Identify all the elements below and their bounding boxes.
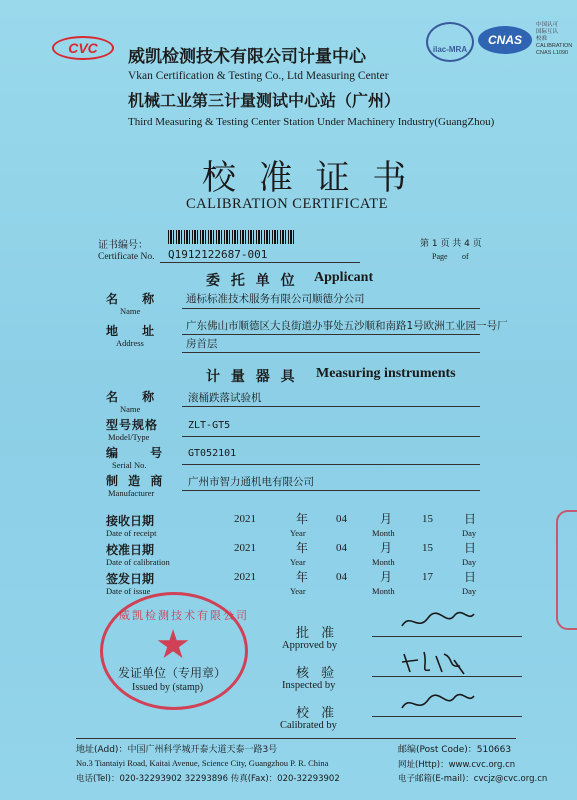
applicant-address-line2: 房首层 bbox=[186, 338, 218, 350]
date-year: 2021 bbox=[234, 513, 256, 525]
model-value: ZLT-GT5 bbox=[188, 420, 231, 431]
applicant-address-label-cn: 地 址 bbox=[106, 324, 165, 338]
divider bbox=[372, 716, 522, 717]
date-year: 2021 bbox=[234, 542, 256, 554]
year-label-cn: 年 bbox=[296, 512, 309, 526]
year-label-cn: 年 bbox=[296, 541, 309, 555]
divider bbox=[182, 352, 480, 353]
cvc-logo-text: CVC bbox=[68, 40, 98, 56]
cnas-note-line: 校准 bbox=[536, 36, 548, 42]
calibrated-signature bbox=[398, 690, 478, 716]
certificate-no-label-cn: 证书编号： bbox=[98, 240, 148, 251]
instrument-name-label-cn: 名 称 bbox=[106, 390, 165, 404]
company-name-cn: 威凯检测技术有限公司计量中心 bbox=[128, 47, 366, 67]
cnas-note-line: 中国认可 bbox=[536, 22, 559, 28]
month-label-cn: 月 bbox=[380, 541, 393, 555]
instrument-heading-cn: 计 量 器 具 bbox=[206, 369, 298, 385]
date-month: 04 bbox=[336, 513, 347, 525]
divider bbox=[182, 464, 480, 465]
instrument-heading-en: Measuring instruments bbox=[316, 366, 456, 381]
month-label-en: Month bbox=[372, 528, 395, 538]
footer-postcode: 邮编(Post Code)：510663 bbox=[398, 745, 512, 755]
page-label-en: Page bbox=[432, 252, 448, 261]
ilac-mra-logo bbox=[426, 22, 474, 62]
date-year: 2021 bbox=[234, 571, 256, 583]
month-label-cn: 月 bbox=[380, 570, 393, 584]
cnas-note-line: 国际互认 bbox=[536, 29, 559, 35]
certificate-no-label-en: Certificate No. bbox=[98, 252, 155, 262]
divider bbox=[182, 308, 480, 309]
ilac-logo-text: ilac-MRA bbox=[432, 45, 468, 54]
footer-address-cn: 地址(Add)：中国广州科学城开泰大道天泰一路3号 bbox=[76, 745, 278, 755]
footer-tel-fax: 电话(Tel)：020-32293902 32293896 传真(Fax)：020-32293902 bbox=[76, 774, 340, 784]
calibrated-label-en: Calibrated by bbox=[280, 720, 337, 731]
serial-label-cn: 编 号 bbox=[106, 446, 177, 460]
side-stamp bbox=[556, 510, 577, 630]
divider bbox=[182, 436, 480, 437]
date-day: 17 bbox=[422, 571, 433, 583]
station-name-cn: 机械工业第三计量测试中心站（广州） bbox=[128, 91, 401, 110]
applicant-address-label-en: Address bbox=[116, 338, 144, 348]
cnas-note-line: CALIBRATION bbox=[536, 43, 573, 49]
divider bbox=[372, 636, 522, 637]
year-label-en: Year bbox=[290, 557, 306, 567]
inspected-signature bbox=[398, 646, 470, 676]
divider bbox=[372, 676, 522, 677]
cnas-logo bbox=[478, 26, 532, 54]
inspected-label-cn: 核 验 bbox=[296, 666, 339, 681]
day-label-cn: 日 bbox=[464, 512, 477, 526]
applicant-name-label-cn: 名 称 bbox=[106, 292, 165, 306]
date-label-en: Date of issue bbox=[106, 586, 151, 596]
barcode-graphic bbox=[168, 230, 296, 244]
applicant-heading-cn: 委 托 单 位 bbox=[206, 273, 298, 289]
day-label-en: Day bbox=[462, 528, 477, 538]
footer-divider bbox=[76, 738, 516, 739]
serial-label-en: Serial No. bbox=[112, 460, 147, 470]
page-indicator: 第 1 页 共 4 页 bbox=[420, 239, 482, 249]
date-label-en: Date of calibration bbox=[106, 557, 170, 567]
model-label-cn: 型号规格 bbox=[106, 418, 159, 432]
day-label-cn: 日 bbox=[464, 541, 477, 555]
cnas-accreditation-note bbox=[536, 22, 572, 57]
manufacturer-label-en: Manufacturer bbox=[108, 488, 155, 498]
approved-label-cn: 批 准 bbox=[296, 626, 339, 641]
certificate-title-cn: 校 准 证 书 bbox=[202, 158, 413, 198]
footer-website: 网址(Http)：www.cvc.org.cn bbox=[398, 760, 516, 770]
divider bbox=[160, 262, 360, 263]
month-label-en: Month bbox=[372, 557, 395, 567]
day-label-en: Day bbox=[462, 586, 477, 596]
certificate-number: Q1912122687-001 bbox=[168, 248, 268, 261]
serial-value: GT052101 bbox=[188, 448, 237, 459]
model-label-en: Model/Type bbox=[108, 432, 150, 442]
year-label-cn: 年 bbox=[296, 570, 309, 584]
applicant-heading-en: Applicant bbox=[314, 270, 374, 285]
year-label-en: Year bbox=[290, 586, 306, 596]
day-label-cn: 日 bbox=[464, 570, 477, 584]
footer-address-en: No.3 Tiantaiyi Road, Kaitai Avenue, Science City, Guangzhou P. R. China bbox=[76, 758, 329, 768]
divider bbox=[182, 406, 480, 407]
year-label-en: Year bbox=[290, 528, 306, 538]
date-month: 04 bbox=[336, 571, 347, 583]
stamp-star-icon: ★ bbox=[155, 622, 191, 668]
calibrated-label-cn: 校 准 bbox=[296, 706, 339, 721]
stamp-ring-text: 威凯检测技术有限公司 bbox=[119, 609, 249, 622]
applicant-name-label-en: Name bbox=[120, 306, 141, 316]
applicant-name-value: 通标标准技术服务有限公司顺德分公司 bbox=[186, 293, 365, 305]
stamp-label-cn: 发证单位（专用章） bbox=[118, 666, 227, 680]
approved-signature bbox=[398, 606, 478, 634]
day-label-en: Day bbox=[462, 557, 477, 567]
divider bbox=[182, 334, 480, 335]
manufacturer-value: 广州市智力通机电有限公司 bbox=[188, 476, 314, 488]
divider bbox=[182, 490, 480, 491]
date-label-cn: 接收日期 bbox=[106, 514, 155, 528]
date-day: 15 bbox=[422, 542, 433, 554]
date-day: 15 bbox=[422, 513, 433, 525]
date-month: 04 bbox=[336, 542, 347, 554]
date-label-en: Date of receipt bbox=[106, 528, 157, 538]
applicant-address-line1: 广东佛山市顺德区大良街道办事处五沙顺和南路1号欧洲工业园一号厂 bbox=[186, 320, 508, 332]
date-label-cn: 校准日期 bbox=[106, 543, 155, 557]
stamp-label-en: Issued by (stamp) bbox=[132, 682, 204, 693]
approved-label-en: Approved by bbox=[282, 640, 338, 651]
station-name-en: Third Measuring & Testing Center Station Under Machinery Industry(GuangZhou) bbox=[128, 116, 495, 128]
manufacturer-label-cn: 制 造 商 bbox=[106, 474, 166, 488]
cnas-logo-text: CNAS bbox=[487, 33, 522, 47]
footer-email: 电子邮箱(E-mail)：cvcjz@cvc.org.cn bbox=[398, 774, 548, 784]
cnas-note-line: CNAS L1090 bbox=[536, 50, 569, 56]
company-name-en: Vkan Certification & Testing Co., Ltd Measuring Center bbox=[128, 70, 389, 82]
cvc-logo bbox=[52, 36, 114, 60]
instrument-name-value: 滚桶跌落试验机 bbox=[188, 392, 262, 404]
instrument-name-label-en: Name bbox=[120, 404, 141, 414]
certificate-title-en: CALIBRATION CERTIFICATE bbox=[186, 196, 388, 212]
date-label-cn: 签发日期 bbox=[106, 572, 155, 586]
month-label-en: Month bbox=[372, 586, 395, 596]
month-label-cn: 月 bbox=[380, 512, 393, 526]
inspected-label-en: Inspected by bbox=[282, 680, 336, 691]
of-label-en: of bbox=[462, 252, 469, 261]
